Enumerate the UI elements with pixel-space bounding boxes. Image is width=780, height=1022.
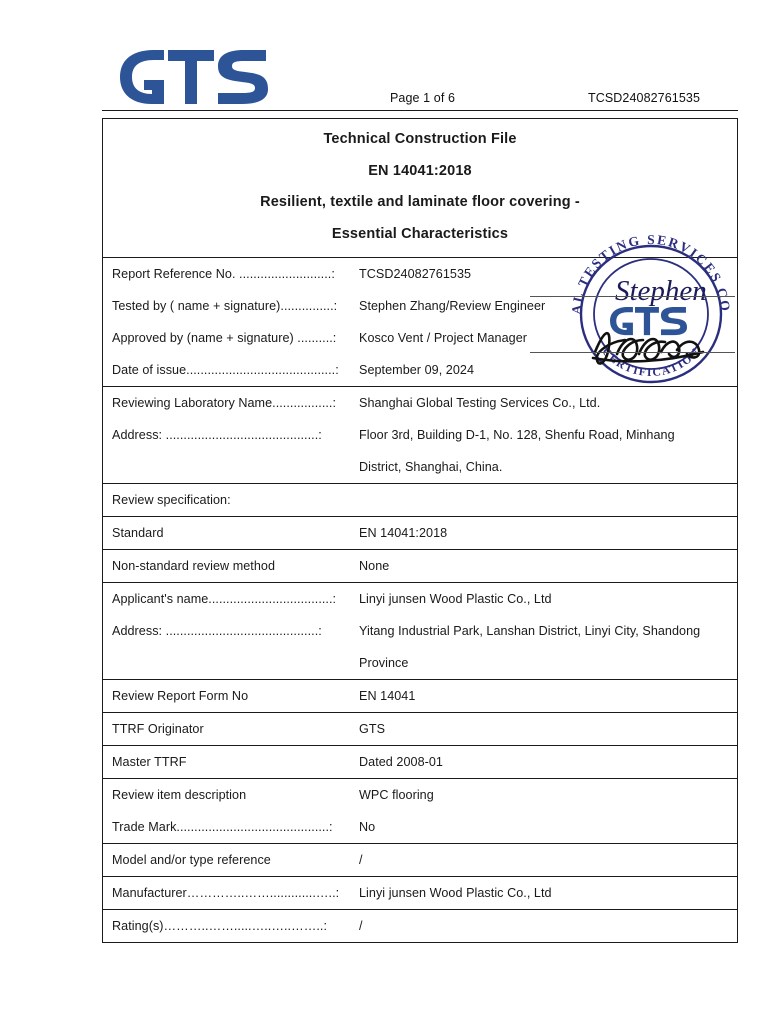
row-label: Report Reference No. ..........................: bbox=[112, 267, 335, 281]
page-number-label: Page 1 of 6 bbox=[390, 91, 456, 105]
row-label: Non-standard review method bbox=[112, 559, 276, 573]
row-label: Standard bbox=[112, 526, 164, 540]
technical-construction-file-table bbox=[102, 118, 738, 943]
table-row bbox=[103, 322, 737, 354]
row-label: Approved by (name + signature) ..........: bbox=[112, 331, 337, 345]
page-header bbox=[0, 0, 780, 112]
table-row bbox=[103, 779, 737, 811]
row-value: Shanghai Global Testing Services Co., Ltd. bbox=[359, 396, 601, 410]
row-label: Tested by ( name + signature)...............: bbox=[112, 299, 338, 313]
row-label: Reviewing Laboratory Name.................: bbox=[112, 396, 337, 410]
gts-logo-icon bbox=[118, 48, 270, 106]
title-line: Resilient, textile and laminate floor covering - bbox=[260, 194, 580, 210]
table-section-report-info bbox=[103, 258, 737, 387]
row-label: Master TTRF bbox=[112, 755, 187, 769]
row-label: Rating(s)………..…….....…..…..……..: bbox=[112, 919, 328, 933]
row-value: / bbox=[359, 853, 363, 867]
table-row bbox=[103, 680, 737, 712]
table-row bbox=[103, 258, 737, 290]
table-section-review-report-form-no bbox=[103, 680, 737, 713]
table-row bbox=[103, 877, 737, 909]
table-row bbox=[103, 713, 737, 745]
title-line: EN 14041:2018 bbox=[368, 162, 472, 179]
signature-line bbox=[530, 296, 735, 297]
row-label: Applicant's name...................................: bbox=[112, 592, 337, 606]
row-label: Manufacturer…………..…….............…..: bbox=[112, 886, 340, 900]
table-row bbox=[103, 290, 737, 322]
table-row bbox=[103, 811, 737, 843]
row-value: Yitang Industrial Park, Lanshan District, Linyi City, Shandong bbox=[359, 624, 701, 638]
stamp-outer-text: GLOBAL TESTING SERVICES CO.,LTD. bbox=[558, 216, 734, 316]
table-row bbox=[103, 517, 737, 549]
document-title-block bbox=[103, 119, 737, 258]
row-value: EN 14041 bbox=[359, 689, 416, 703]
header-divider bbox=[102, 110, 738, 111]
table-section-manufacturer bbox=[103, 877, 737, 910]
title-line: Essential Characteristics bbox=[331, 225, 509, 242]
table-section-review-item-description bbox=[103, 779, 737, 844]
row-value: Linyi junsen Wood Plastic Co., Ltd bbox=[359, 592, 552, 606]
row-value: Stephen Zhang/Review Engineer bbox=[359, 299, 546, 313]
row-value: No bbox=[359, 820, 376, 834]
table-row bbox=[103, 615, 737, 647]
row-label: Address: ...........................................: bbox=[112, 624, 322, 638]
row-label: Address: ...........................................: bbox=[112, 428, 322, 442]
title-line: Technical Construction File bbox=[323, 131, 517, 147]
table-row bbox=[103, 910, 737, 942]
row-value: Linyi junsen Wood Plastic Co., Ltd bbox=[359, 886, 552, 900]
signature-line bbox=[530, 352, 735, 353]
row-value: Dated 2008-01 bbox=[359, 755, 443, 769]
table-section-ttrf-originator bbox=[103, 713, 737, 746]
row-label: Trade Mark...........................................: bbox=[112, 820, 333, 834]
table-section-model-type-reference bbox=[103, 844, 737, 877]
row-label: Review specification: bbox=[112, 493, 231, 507]
row-label: Review Report Form No bbox=[112, 689, 249, 703]
stamp-bottom-text: CERTIFICATION bbox=[599, 345, 703, 380]
row-value: September 09, 2024 bbox=[359, 363, 475, 377]
table-row bbox=[103, 583, 737, 615]
row-value: Kosco Vent / Project Manager bbox=[359, 331, 528, 345]
row-label: TTRF Originator bbox=[112, 722, 204, 736]
row-label: Review item description bbox=[112, 788, 247, 802]
row-value-continuation: District, Shanghai, China. bbox=[359, 460, 503, 474]
row-value: WPC flooring bbox=[359, 788, 434, 802]
table-section-standard bbox=[103, 517, 737, 550]
row-value: EN 14041:2018 bbox=[359, 526, 448, 540]
table-section-applicant bbox=[103, 583, 737, 680]
table-section-non-standard-method bbox=[103, 550, 737, 583]
table-section-master-ttrf bbox=[103, 746, 737, 779]
row-label: Date of issue..........................................: bbox=[112, 363, 339, 377]
table-section-laboratory bbox=[103, 387, 737, 484]
table-row bbox=[103, 419, 737, 451]
table-row bbox=[103, 550, 737, 582]
row-value: Floor 3rd, Building D-1, No. 128, Shenfu Road, Minhang bbox=[359, 428, 675, 442]
row-value: None bbox=[359, 559, 390, 573]
table-row bbox=[103, 746, 737, 778]
signature-stephen: Stephen bbox=[615, 275, 707, 307]
table-row bbox=[103, 844, 737, 876]
row-value: / bbox=[359, 919, 363, 933]
table-section-review-specification bbox=[103, 484, 737, 517]
table-row bbox=[103, 484, 737, 516]
row-value: TCSD24082761535 bbox=[359, 267, 472, 281]
row-label: Model and/or type reference bbox=[112, 853, 271, 867]
table-row bbox=[103, 387, 737, 419]
table-section-ratings bbox=[103, 910, 737, 942]
report-number-label: TCSD24082761535 bbox=[588, 91, 700, 105]
row-value: GTS bbox=[359, 722, 386, 736]
table-row bbox=[103, 354, 737, 386]
row-value-continuation: Province bbox=[359, 656, 409, 670]
